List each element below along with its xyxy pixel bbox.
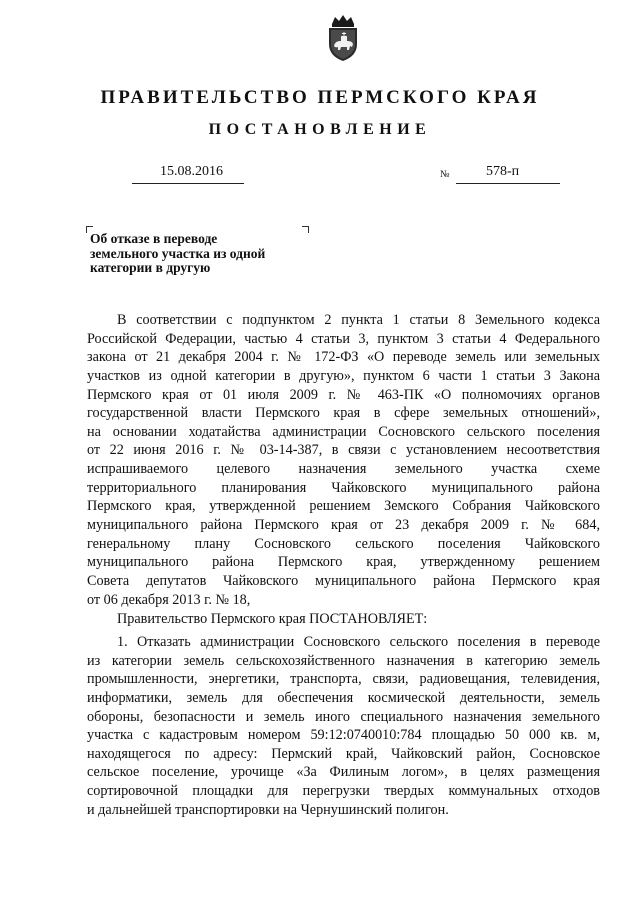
government-title: ПРАВИТЕЛЬСТВО ПЕРМСКОГО КРАЯ [100, 87, 540, 108]
text-line: территориального планирования Чайковского муниципального района [87, 479, 600, 496]
text-line: Пермского края от 01 июля 2009 г. № 463-ПК «О полномочиях органов [87, 386, 600, 403]
text-line: от 22 июня 2016 г. № 03-14-387, в связи с установлением несоответствия [87, 442, 600, 459]
text-line: на основании ходатайства администрации Сосновского сельского поселения [87, 423, 600, 440]
date-field [132, 164, 244, 184]
text-line: сельское поселение, урочище «За Филиным логом», в целях размещения [87, 764, 600, 781]
preamble-paragraph [87, 311, 600, 609]
text-line: из категории земель сельскохозяйственного назначения в категорию земель [87, 652, 600, 669]
text-line: участка с кадастровым номером 59:12:0740010:784 площадью 50 000 кв. м, [87, 727, 600, 744]
number-field [456, 164, 560, 184]
text-line: информатики, земель для обеспечения космической деятельности, земель [87, 689, 600, 706]
subject-line: земельного участка из одной [90, 245, 266, 261]
text-line: муниципального района Пермского края от 23 декабря 2009 г. № 684, [87, 517, 600, 534]
text-line: от 06 декабря 2013 г. № 18, [87, 591, 251, 608]
clause-1-paragraph [87, 633, 600, 819]
coat-of-arms-icon [326, 14, 360, 62]
subject-line: категории в другую [90, 260, 211, 275]
text-line: испрашиваемого целевого назначения земельного участка схеме [87, 461, 600, 478]
text-line: Пермского края, утвержденной решением Земского Собрания Чайковского [87, 498, 600, 515]
text-line: находящегося по адресу: Пермский край, Чайковский район, Сосновское [87, 745, 600, 762]
text-line: государственной власти Пермского края в сфере земельных отношений», [87, 405, 600, 422]
number-sign: № [440, 169, 450, 180]
text-line: промышленности, энергетики, транспорта, связи, радиовещания, телевидения, [87, 671, 600, 688]
text-line: 1. Отказать администрации Сосновского сельского поселения в переводе [117, 634, 600, 650]
date-value: 15.08.2016 [160, 164, 223, 179]
number-value: 578-п [486, 164, 520, 179]
document-subject [90, 232, 310, 276]
text-line: и дальнейшей транспортировки на Чернушинский полигон. [87, 801, 449, 818]
text-line: муниципального района Пермского края, утвержденному решением [87, 554, 600, 571]
text-line: В соответствии с подпунктом 2 пункта 1 статьи 8 Земельного кодекса [117, 312, 600, 328]
text-line: Совета депутатов Чайковского муниципального района Пермского края [87, 572, 600, 589]
document-type: ПОСТАНОВЛЕНИЕ [208, 121, 432, 138]
text-line: сортировочной площадки для перегрузки твердых коммунальных отходов [87, 783, 600, 800]
resolves-paragraph [87, 610, 600, 629]
resolves-line: Правительство Пермского края ПОСТАНОВЛЯЕТ: [117, 611, 428, 627]
text-line: генеральному плану Сосновского сельского поселения Чайковского [87, 535, 600, 552]
text-line: Российской Федерации, частью 4 статьи 3, пунктом 3 статьи 4 Федерального [87, 330, 600, 347]
text-line: закона от 21 декабря 2004 г. № 172-ФЗ «О переводе земель или земельных [87, 349, 600, 366]
text-line: обороны, безопасности и земель иного специального назначения земельного [87, 708, 600, 725]
text-line: участков из одной категории в другую», пунктом 6 части 1 статьи 3 Закона [87, 367, 600, 384]
subject-line: Об отказе в переводе [90, 231, 218, 246]
